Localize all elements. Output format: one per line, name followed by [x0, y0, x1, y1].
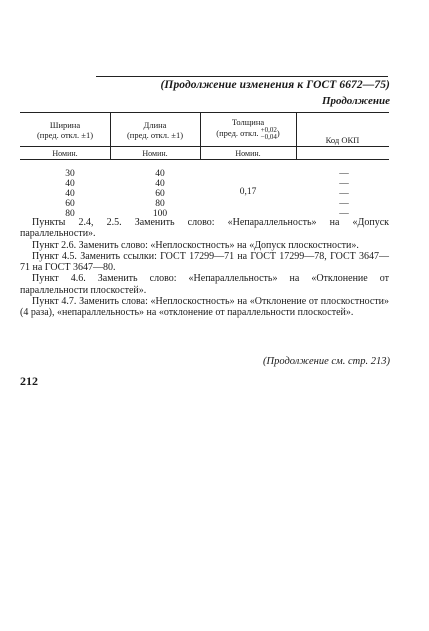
header-okp: [296, 135, 389, 145]
length-value: 100: [152, 209, 168, 219]
header-width: [20, 120, 110, 140]
dimensions-table: [20, 112, 389, 219]
okp-value: —: [339, 199, 349, 209]
subheader-thickness-nominal: Номин.: [235, 149, 261, 158]
header-length-tolerance: (пред. откл. ±1): [126, 130, 184, 140]
header-thickness-tolerance: [200, 127, 296, 141]
width-value: 80: [65, 209, 75, 219]
tolerance-lower: −0,04: [260, 133, 277, 141]
length-value: 40: [155, 179, 165, 189]
width-value: 40: [65, 189, 75, 199]
amendment-text: [20, 217, 389, 319]
width-value: 30: [65, 169, 75, 179]
header-width-title: Ширина: [49, 120, 81, 130]
paragraph: Пункт 4.7. Заменить слова: «Неплоскостность» на «Отклонение от плоскостности» (4 раза), «непараллельность» на «отклонение от параллельности плоскостей».: [20, 296, 389, 319]
width-value: 40: [65, 179, 75, 189]
length-value: 80: [155, 199, 165, 209]
okp-value: —: [339, 209, 349, 219]
tolerance-suffix: ): [276, 127, 280, 138]
paragraph: Пункт 4.6. Заменить слово: «Непараллельность» на «Отклонение от параллельности плоскостей».: [20, 273, 389, 296]
table-subheader-divider: [20, 159, 389, 160]
header-width-tolerance: (пред. откл. ±1): [36, 130, 94, 140]
width-column: [50, 169, 90, 219]
length-column: [140, 169, 180, 219]
header-length: [110, 120, 200, 140]
paragraph: Пункты 2.4, 2.5. Заменить слово: «Непараллельность» на «Допуск параллельности».: [20, 217, 389, 240]
okp-value: —: [339, 179, 349, 189]
header-length-title: Длина: [143, 120, 167, 130]
header-thickness-title: Толщина: [231, 117, 265, 127]
continuation-header: (Продолжение изменения к ГОСТ 6672—75): [160, 79, 390, 91]
table-header-divider: [20, 146, 389, 147]
okp-column: [330, 169, 358, 219]
width-value: 60: [65, 199, 75, 209]
tolerance-upper: +0,02: [260, 126, 277, 134]
table-top-line: [20, 112, 389, 113]
continuation-subtitle: Продолжение: [321, 95, 390, 107]
header-okp-title: Код ОКП: [325, 135, 360, 145]
page-number: 212: [20, 374, 38, 388]
paragraph: Пункт 4.5. Заменить ссылки: ГОСТ 17299—71 на ГОСТ 17299—78, ГОСТ 3647—71 на ГОСТ 3647—80.: [20, 250, 389, 274]
subheader-length-nominal: Номин.: [142, 149, 168, 158]
header-thickness: [200, 117, 296, 141]
thickness-value: 0,17: [239, 187, 257, 197]
okp-value: —: [339, 169, 349, 179]
tolerance-fraction: [261, 127, 277, 141]
okp-value: —: [339, 189, 349, 199]
top-rule: [96, 76, 388, 77]
length-value: 40: [155, 169, 165, 179]
length-value: 60: [155, 189, 165, 199]
subheader-width-nominal: Номин.: [52, 149, 78, 158]
paragraph: Пункт 2.6. Заменить слово: «Неплоскостность» на «Допуск плоскостности».: [32, 239, 359, 251]
continuation-footer: (Продолжение см. стр. 213): [263, 356, 390, 367]
tolerance-prefix: (пред. откл.: [216, 127, 259, 138]
